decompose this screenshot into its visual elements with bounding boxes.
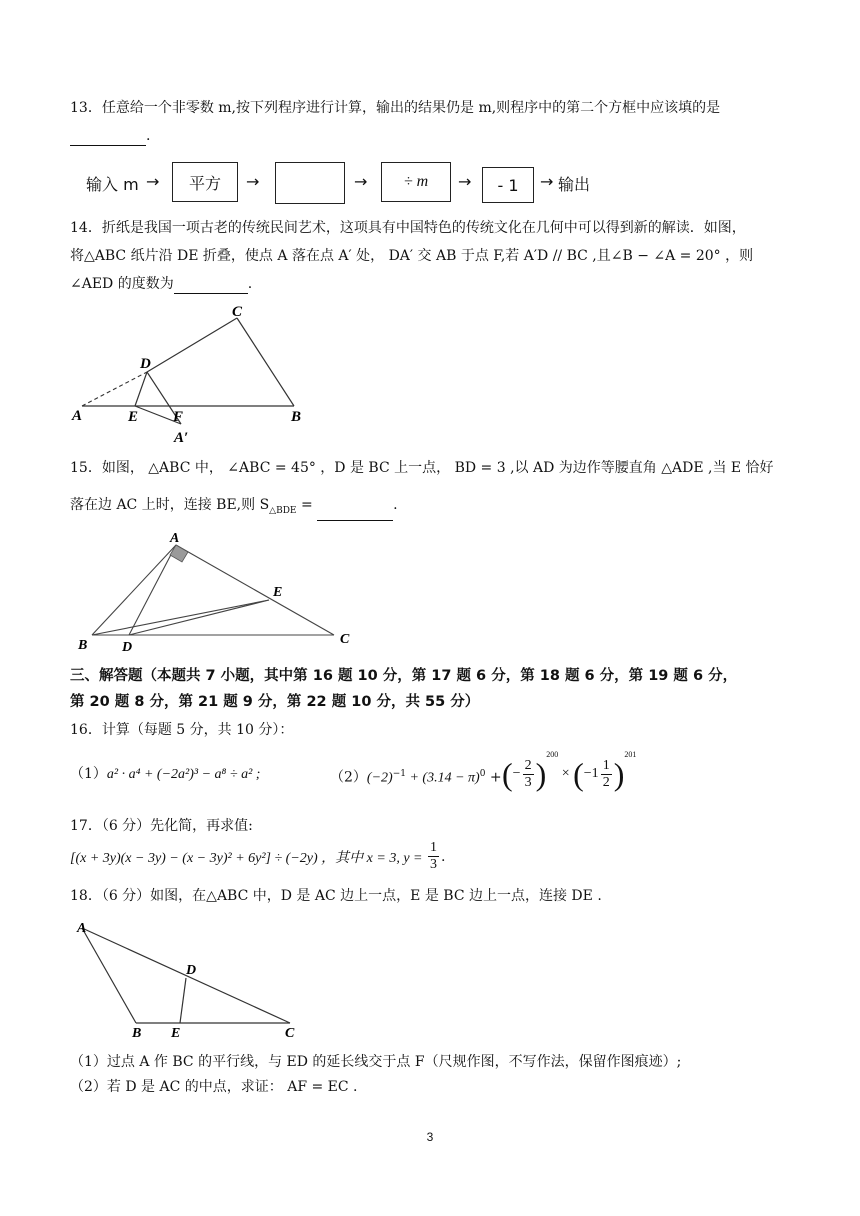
q14-line2: 将△ABC 纸片沿 DE 折叠，使点 A 落在点 A′ 处， DA′ 交 AB 于点 F,若 A′D // BC ,且∠B − ∠A = 20° ，则 <box>70 248 754 264</box>
flow-box-divide <box>381 162 451 202</box>
q18-segment-ab <box>82 928 136 1023</box>
q17-fraction-den: 3 <box>430 857 437 872</box>
q13-question: 13．任意给一个非零数 m,按下列程序进行计算，输出的结果仍是 m,则程序中的第二个方框中应该填的是 <box>70 100 721 116</box>
q18-label-d: D <box>186 963 197 978</box>
q15-label-c: C <box>340 632 350 647</box>
q17-expression-line <box>70 840 445 873</box>
q16-paren-open-1: ( <box>502 756 513 792</box>
q16-paren-open-2: ( <box>573 756 584 792</box>
q15-question-end: 落在边 AC 上时，连接 BE,则 S <box>70 497 270 513</box>
flow-arrow-2: → <box>246 172 260 191</box>
q16-fraction-2 <box>601 758 612 791</box>
q17-fraction <box>428 840 439 873</box>
q16-part2-term-b: + (3.14 − π) <box>405 770 480 786</box>
flow-arrow-1: → <box>146 172 160 191</box>
flow-box-square <box>172 162 238 202</box>
q14-line1: 14．折纸是我国一项古老的传统民间艺术，这项具有中国特色的传统文化在几何中可以得到新的解读．如图， <box>70 220 746 236</box>
q13-answer-blank[interactable] <box>70 131 146 146</box>
q14-answer-blank[interactable] <box>174 279 248 294</box>
q16-fraction-1-den: 3 <box>524 774 532 790</box>
q15-equals: = <box>296 497 318 513</box>
q15-answer-blank[interactable] <box>317 506 393 521</box>
q14-label-a-prime: A′ <box>174 430 189 446</box>
q16-paren-close-1: ) <box>535 756 547 792</box>
q13-text <box>70 98 720 118</box>
q17-title: 17．（6 分）先化简，再求值: <box>70 818 253 834</box>
section3-heading-line1: 三、解答题（本题共 7 小题，其中第 16 题 10 分，第 17 题 6 分，第 18 题 6 分，第 19 题 6 分， <box>70 668 738 684</box>
q18-segment-de <box>180 978 186 1023</box>
q16-paren-close-2: ) <box>613 756 625 792</box>
q16-whole: −1 <box>583 766 599 781</box>
q17-expression: [(x + 3y)(x − 3y) − (x − 3y)² + 6y²] ÷ (−2y) ，其中 x = 3, y = <box>70 850 426 866</box>
q14-segment-de <box>135 372 147 406</box>
q14-segment-cd <box>147 318 237 372</box>
flow-input-label: 输入 m <box>86 175 139 194</box>
q15-segment-ad <box>129 545 176 635</box>
section3-heading-line2: 第 20 题 8 分，第 21 题 9 分，第 22 题 10 分，共 55 分） <box>70 694 480 710</box>
q13-answer-line <box>70 126 150 146</box>
q14-figure <box>70 298 320 448</box>
q16-part1 <box>70 764 260 785</box>
q16-title: 16．计算（每题 5 分，共 10 分）： <box>70 722 294 738</box>
q15-label-d: D <box>122 640 133 655</box>
q16-part1-expression: a² · a⁴ + (−2a²)³ − a⁸ ÷ a² ; <box>106 767 261 782</box>
q16-times: × <box>558 766 574 781</box>
q13-tail: . <box>146 128 151 144</box>
q16-fraction-1-num: 2 <box>524 757 532 773</box>
q18-title: 18．（6 分）如图，在△ABC 中，D 是 AC 边上一点，E 是 BC 边上一点，连接 DE . <box>70 888 602 904</box>
flow-output-label: 输出 <box>558 175 591 194</box>
flow-arrow-5: → <box>540 172 554 191</box>
q14-label-c: C <box>232 304 243 320</box>
flow-arrow-4: → <box>458 172 472 191</box>
q18-label-e: E <box>171 1026 181 1040</box>
q15-segment-ac <box>176 545 334 635</box>
q15-segment-be <box>92 600 269 635</box>
q14-label-b: B <box>291 409 302 425</box>
q16-fraction-1 <box>523 758 534 791</box>
q14-label-f: F <box>173 409 184 425</box>
q18-part1: （1）过点 A 作 BC 的平行线，与 ED 的延长线交于点 F（尺规作图，不写作法，保留作图痕迹）; <box>70 1054 682 1070</box>
q16-part2-label: （2） <box>330 769 367 786</box>
q15-label-b: B <box>78 638 88 653</box>
q15-segment-de <box>129 600 269 635</box>
q14-line3 <box>70 274 252 294</box>
q18-figure <box>70 916 310 1040</box>
q18-label-c: C <box>285 1026 295 1040</box>
q16-part2 <box>330 764 502 789</box>
q18-label-a: A <box>77 921 87 936</box>
q15-segment-ab <box>92 545 176 635</box>
q16-part2-exp-b: 0 <box>479 769 486 779</box>
q14-tail: . <box>247 276 253 292</box>
q14-label-d: D <box>140 356 151 372</box>
q15-tail: . <box>393 497 398 513</box>
q15-line2 <box>70 495 398 521</box>
flow-box-minus-one <box>482 167 534 203</box>
q14-label-e: E <box>128 409 139 425</box>
q16-part2-fractions <box>502 752 636 796</box>
flow-box-empty[interactable] <box>275 162 345 204</box>
q16-part2-exp-a: −1 <box>392 769 406 779</box>
q16-exponent-1: 200 <box>546 750 559 759</box>
flow-box-square-label: 平方 <box>188 173 221 193</box>
q16-part2-plus: + <box>485 769 502 786</box>
q17-fraction-num: 1 <box>430 840 437 855</box>
flow-box-divide-label: ÷ m <box>403 173 429 190</box>
flow-box-minus-one-label: - 1 <box>497 175 519 195</box>
page-number: 3 <box>426 1130 434 1144</box>
q15-area-subscript: △BDE <box>269 505 297 516</box>
q15-figure <box>72 528 372 656</box>
q14-label-a: A <box>72 408 83 424</box>
q15-line1: 15．如图， △ABC 中， ∠ABC = 45° ，D 是 BC 上一点， BD = 3 ,以 AD 为边作等腰直角 △ADE ,当 E 恰好 <box>70 460 774 476</box>
q15-label-e: E <box>273 585 283 600</box>
q16-part2-term-a: (−2) <box>366 770 393 786</box>
q18-part2: （2）若 D 是 AC 的中点，求证： AF = EC . <box>70 1079 358 1095</box>
q15-label-a: A <box>170 531 180 546</box>
q14-question-end: ∠AED 的度数为 <box>70 276 174 292</box>
q16-minus-1: − <box>512 766 521 781</box>
q16-part1-label: （1） <box>70 766 107 782</box>
q17-tail: . <box>441 848 446 865</box>
q15-right-angle-mark <box>170 545 188 562</box>
q16-fraction-2-num: 1 <box>602 757 610 773</box>
q14-segment-bc <box>237 318 294 406</box>
q16-exponent-2: 201 <box>624 750 637 759</box>
q16-fraction-2-den: 2 <box>602 774 610 790</box>
flow-arrow-3: → <box>354 172 368 191</box>
q18-label-b: B <box>132 1026 142 1040</box>
